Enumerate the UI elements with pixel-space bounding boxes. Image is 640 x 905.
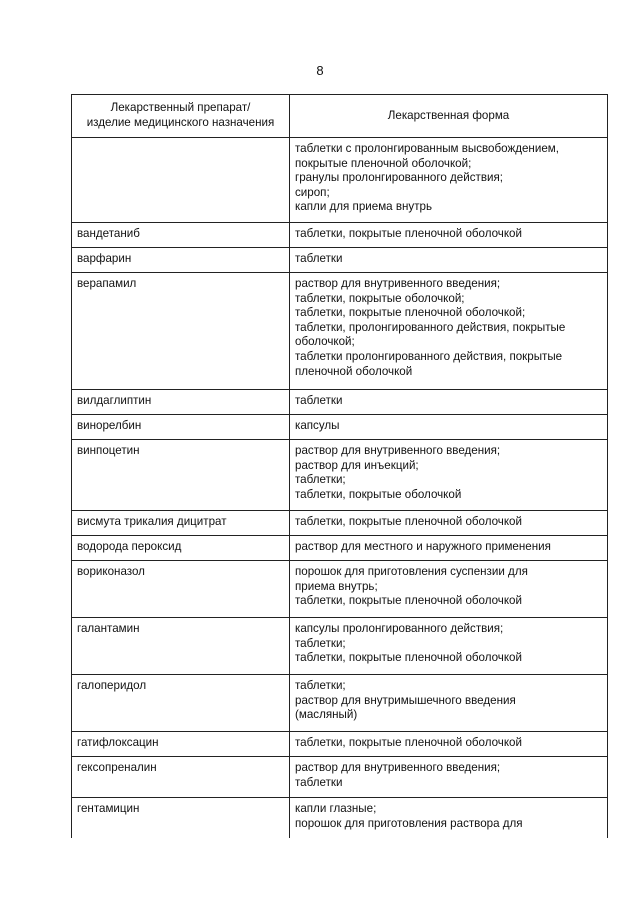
drug-name-cell: галоперидол xyxy=(72,675,290,732)
page-number: 8 xyxy=(316,63,324,78)
table-row xyxy=(72,248,608,273)
drug-name-cell: вандетаниб xyxy=(72,223,290,248)
dosage-form-cell: капли глазные; порошок для приготовления раствора для xyxy=(290,798,608,839)
table-row xyxy=(72,732,608,757)
dosage-form-cell: раствор для внутривенного введения; раствор для инъекций; таблетки; таблетки, покрытые оболочкой xyxy=(290,440,608,511)
drug-name-cell: водорода пероксид xyxy=(72,536,290,561)
table-row xyxy=(72,390,608,415)
dosage-form-cell: таблетки xyxy=(290,390,608,415)
dosage-form-cell: раствор для местного и наружного применения xyxy=(290,536,608,561)
dosage-form-cell: таблетки, покрытые пленочной оболочкой xyxy=(290,223,608,248)
header-dosage-form: Лекарственная форма xyxy=(290,95,608,138)
dosage-form-cell: раствор для внутривенного введения; таблетки xyxy=(290,757,608,798)
drug-name-cell: гентамицин xyxy=(72,798,290,839)
dosage-form-cell: раствор для внутривенного введения; таблетки, покрытые оболочкой; таблетки, покрытые пленочной оболочкой; таблетки, пролонгированного действия, покрытые оболочкой; таблетки пролонгированного действия, покрытые пленочной оболочкой xyxy=(290,273,608,390)
drug-name-cell: вилдаглиптин xyxy=(72,390,290,415)
table-row xyxy=(72,757,608,798)
drug-name-cell: винпоцетин xyxy=(72,440,290,511)
table-row xyxy=(72,273,608,390)
table-body xyxy=(72,138,608,839)
dosage-form-cell: таблетки с пролонгированным высвобождением, покрытые пленочной оболочкой; гранулы пролонгированного действия; сироп; капли для приема внутрь xyxy=(290,138,608,223)
table-row xyxy=(72,415,608,440)
table-row xyxy=(72,675,608,732)
table-row xyxy=(72,511,608,536)
table-row xyxy=(72,536,608,561)
dosage-form-cell: таблетки, покрытые пленочной оболочкой xyxy=(290,511,608,536)
dosage-form-cell: капсулы пролонгированного действия; таблетки; таблетки, покрытые пленочной оболочкой xyxy=(290,618,608,675)
table-row xyxy=(72,618,608,675)
drug-name-cell: висмута трикалия дицитрат xyxy=(72,511,290,536)
table-row xyxy=(72,561,608,618)
dosage-form-cell: порошок для приготовления суспензии для приема внутрь; таблетки, покрытые пленочной оболочкой xyxy=(290,561,608,618)
drug-name-cell: винорелбин xyxy=(72,415,290,440)
table-header-row xyxy=(72,95,608,138)
table-row xyxy=(72,440,608,511)
dosage-form-cell: таблетки; раствор для внутримышечного введения (масляный) xyxy=(290,675,608,732)
table-row xyxy=(72,798,608,839)
table-row xyxy=(72,138,608,223)
drug-name-cell: верапамил xyxy=(72,273,290,390)
drug-name-cell: галантамин xyxy=(72,618,290,675)
drug-name-cell: гексопреналин xyxy=(72,757,290,798)
dosage-form-cell: таблетки xyxy=(290,248,608,273)
drug-name-cell: варфарин xyxy=(72,248,290,273)
drug-name-cell xyxy=(72,138,290,223)
dosage-form-cell: таблетки, покрытые пленочной оболочкой xyxy=(290,732,608,757)
drug-name-cell: вориконазол xyxy=(72,561,290,618)
drug-table xyxy=(71,94,608,838)
drug-name-cell: гатифлоксацин xyxy=(72,732,290,757)
table-row xyxy=(72,223,608,248)
header-drug-name: Лекарственный препарат/ изделие медицинского назначения xyxy=(72,95,290,138)
dosage-form-cell: капсулы xyxy=(290,415,608,440)
